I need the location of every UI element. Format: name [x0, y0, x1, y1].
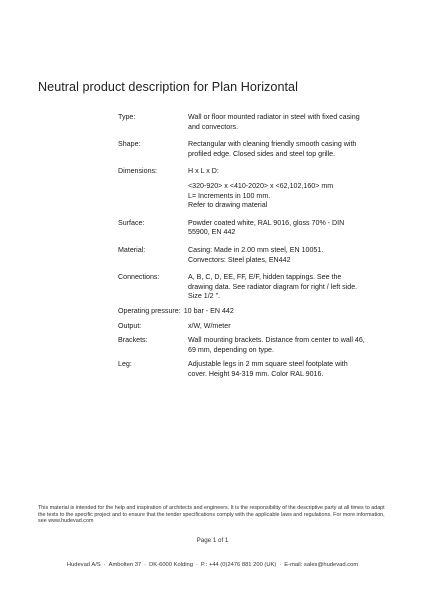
spec-value-line: 69 mm, depending on type. [188, 345, 274, 354]
spec-value [188, 140, 388, 159]
page-title: Neutral product description for Plan Horizontal [38, 80, 298, 94]
spec-label: Operating pressure: [118, 306, 181, 315]
footer-separator: · [279, 562, 282, 568]
spec-value [188, 360, 388, 379]
footer-separator: · [144, 562, 147, 568]
footer-email-link[interactable]: E-mail: sales@hudevad.com [284, 562, 359, 568]
spec-value [188, 219, 388, 238]
spec-value-line: Casing: Made in 2.00 mm steel, EN 10051. [188, 245, 324, 254]
spec-value [188, 322, 388, 332]
spec-value-line: Powder coated white, RAL 9016, gloss 70% - DIN [188, 218, 345, 227]
spec-label: Type: [118, 113, 136, 121]
spec-value-line: H x L x D: [188, 167, 219, 176]
spec-row-material [118, 246, 388, 265]
spec-row-type [118, 113, 388, 132]
spec-label: Surface: [118, 218, 145, 227]
spec-value [188, 246, 388, 265]
spec-value-line: Wall mounting brackets. Distance from center to wall 46, [188, 336, 365, 345]
spec-label: Leg: [118, 360, 132, 369]
spec-row-operating-pressure [118, 307, 388, 317]
spec-value-line: L= Increments in 100 mm. [188, 191, 271, 200]
footer-street: Ambolten 37 [108, 562, 142, 568]
spec-label: Brackets: [118, 336, 148, 345]
spec-label: Connections: [118, 273, 160, 282]
spec-value-line: Adjustable legs in 2 mm square steel footplate with [188, 360, 348, 369]
spec-row-output [118, 322, 388, 332]
spec-value-line: 55900, EN 442 [188, 228, 236, 237]
spec-row-leg [118, 360, 388, 379]
spec-row-brackets [118, 336, 388, 355]
spec-value-line: drawing data. See radiator diagram for right / left side. [188, 282, 358, 291]
footer-phone: P.: +44 (0)2476 881 200 (UK) [200, 562, 277, 568]
spec-value-line: 10 bar - EN 442 [183, 306, 234, 315]
spec-value-line: Refer to drawing material [188, 201, 268, 210]
spec-value-line: Size 1/2 ". [188, 292, 221, 301]
spec-value-line: Rectangular with cleaning friendly smooth casing with [188, 140, 357, 149]
spec-value [188, 273, 388, 302]
spec-label: Dimensions: [118, 167, 158, 176]
footer-separator: · [103, 562, 106, 568]
page-number: Page 1 of 1 [196, 537, 229, 544]
footer-company: Hudevad A/S [66, 562, 101, 568]
spec-value-line: Wall or floor mounted radiator in steel with fixed casing [188, 113, 360, 121]
spec-label: Shape: [118, 140, 141, 149]
spec-value-line: Convectors: Steel plates, EN442 [188, 255, 291, 264]
spec-value [184, 307, 388, 317]
spec-value [188, 167, 388, 210]
spec-table [118, 113, 388, 379]
footer-city: DK-6000 Kolding [149, 562, 193, 568]
spec-label: Material: [118, 245, 146, 254]
footer-separator: · [195, 562, 198, 568]
spec-value-line: cover. Height 94-319 mm. Color RAL 9016. [188, 369, 324, 378]
spec-value-line: profiled edge. Closed sides and steel top grille. [188, 149, 336, 158]
footer-contact [0, 562, 425, 568]
spec-value-line: x/W, W/meter [188, 321, 231, 330]
spec-label: Output: [118, 321, 142, 330]
spec-value [188, 336, 388, 355]
spec-row-surface [118, 219, 388, 238]
disclaimer: This material is intended for the help and inspiration of architects and engineers. It is the responsibility of the descriptive party at all times to adapt the texts to the specific project and to ensure that the tender specifications comply with the applicable laws and regulations. For more information, see www.hudevad.com [38, 505, 385, 525]
spec-row-shape [118, 140, 388, 159]
spec-value-line: A, B, C, D, EE, FF, E/F, hidden tappings. See the [188, 273, 342, 282]
spec-value-line: <320-920> x <410-2020> x <62,102,160> mm [188, 181, 334, 190]
spec-row-dimensions [118, 167, 388, 210]
spec-value-line: and convectors. [188, 122, 239, 131]
spec-row-connections [118, 273, 388, 302]
spec-value [188, 113, 388, 132]
